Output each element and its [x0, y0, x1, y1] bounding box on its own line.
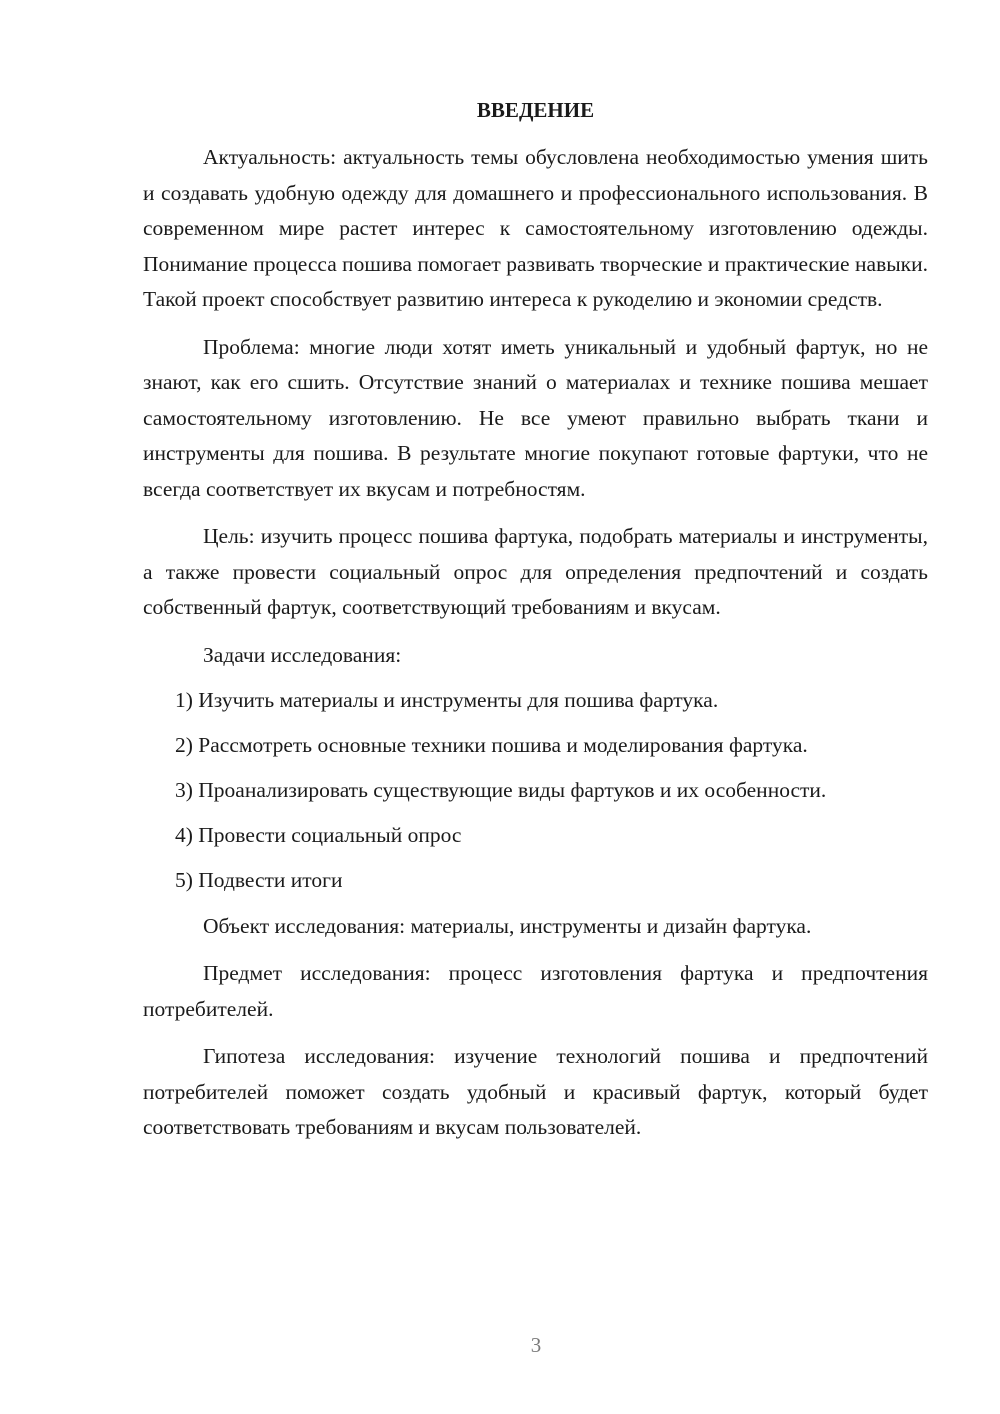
task-list	[143, 683, 928, 899]
task-item-5: 5) Подвести итоги	[175, 868, 343, 892]
task-item-2: 2) Рассмотреть основные техники пошива и моделирования фартука.	[175, 733, 808, 757]
document-page	[143, 92, 928, 1146]
paragraph-relevance: Актуальность: актуальность темы обусловлена необходимостью умения шить и создавать удобную одежду для домашнего и профессионального использования. В современном мире растет интерес к самостоятельному изготовлению одежды. Понимание процесса пошива помогает развивать творческие и практические навыки. Такой проект способствует развитию интереса к рукоделию и экономии средств.	[143, 145, 928, 311]
page-number: 3	[530, 1333, 542, 1357]
section-heading: ВВЕДЕНИЕ	[476, 98, 595, 122]
task-item-4: 4) Провести социальный опрос	[175, 823, 462, 847]
paragraph-problem: Проблема: многие люди хотят иметь уникальный и удобный фартук, но не знают, как его сшить. Отсутствие знаний о материалах и технике пошива мешает самостоятельному изготовлению. Не все умеют правильно выбрать ткани и инструменты для пошива. В результате многие покупают готовые фартуки, что не всегда соответствует их вкусам и потребностям.	[143, 334, 928, 501]
task-item-1: 1) Изучить материалы и инструменты для пошива фартука.	[175, 688, 719, 712]
task-item-3: 3) Проанализировать существующие виды фартуков и их особенности.	[175, 778, 827, 802]
tasks-title: Задачи исследования:	[203, 642, 402, 667]
paragraph-hypothesis: Гипотеза исследования: изучение технологий пошива и предпочтений потребителей поможет создать удобный и красивый фартук, который будет соответствовать требованиям и вкусам пользователей.	[143, 1044, 928, 1139]
paragraph-object: Объект исследования: материалы, инструменты и дизайн фартука.	[203, 913, 812, 938]
paragraph-goal: Цель: изучить процесс пошива фартука, подобрать материалы и инструменты, а также провести социальный опрос для определения предпочтений и создать собственный фартук, соответствующий требованиям и вкусам.	[143, 524, 928, 619]
paragraph-subject: Предмет исследования: процесс изготовления фартука и предпочтения потребителей.	[143, 961, 928, 1021]
